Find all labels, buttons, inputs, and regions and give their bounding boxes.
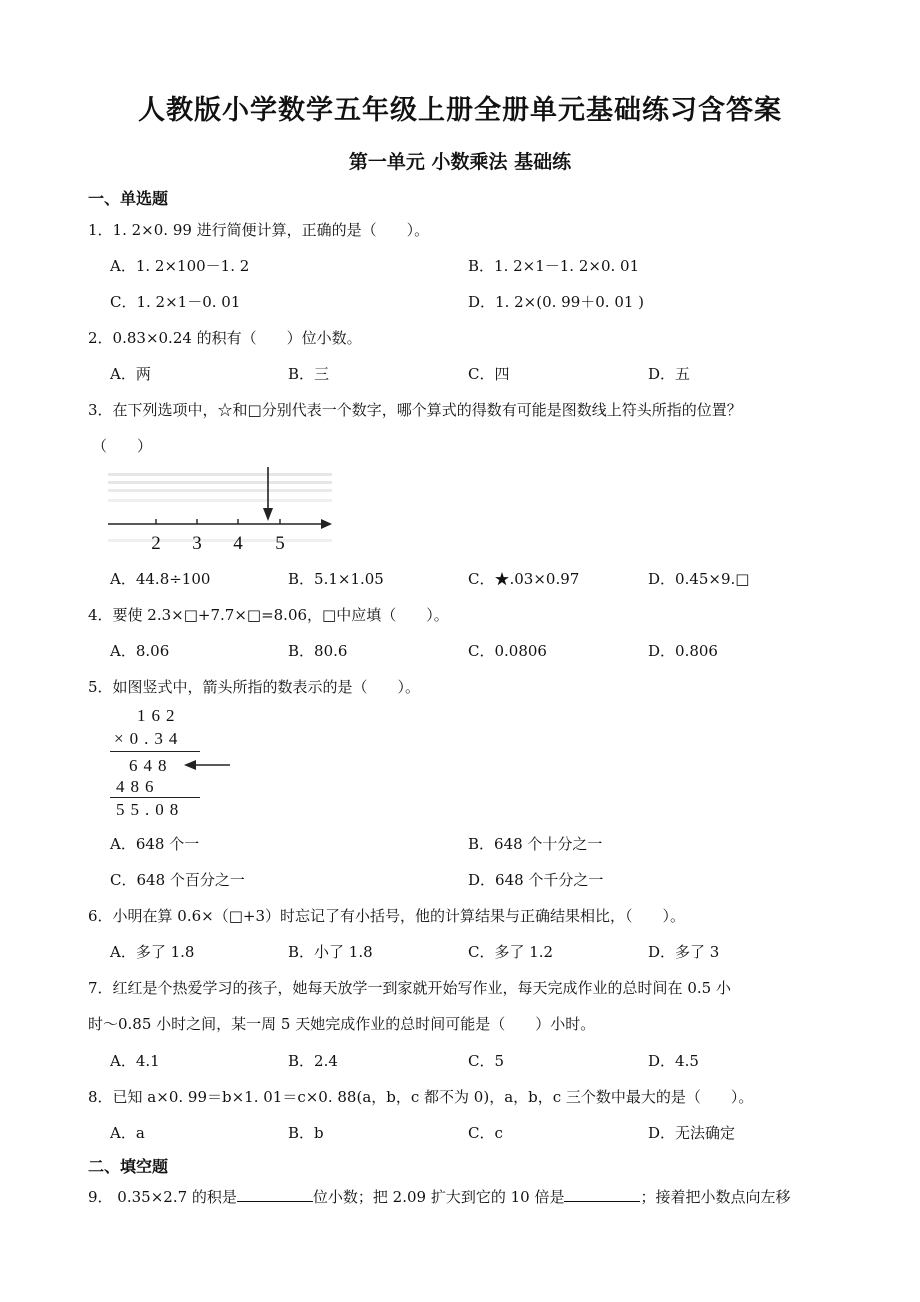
q5-option-c[interactable]: C．648 个百分之一	[110, 871, 245, 889]
question-4: 4．要使 2.3×□+7.7×□=8.06，□中应填（ ）。	[88, 606, 449, 624]
question-6: 6．小明在算 0.6×（□+3）时忘记了有小括号，他的计算结果与正确结果相比，（ ）。	[88, 907, 686, 925]
calc-product: 55.08	[116, 800, 185, 819]
question-3: 3．在下列选项中，☆和□分别代表一个数字，哪个算式的得数有可能是图数线上符头所指的位置？	[88, 401, 742, 419]
q9-blank-2[interactable]	[564, 1187, 640, 1202]
document-title: 人教版小学数学五年级上册全册单元基础练习含答案	[138, 95, 782, 126]
q2-option-a[interactable]: A．两	[110, 365, 151, 383]
calc-partial-product-1: 648	[129, 756, 173, 775]
q7-option-b[interactable]: B．2.4	[288, 1052, 338, 1070]
q3-option-a[interactable]: A．44.8÷100	[110, 570, 211, 588]
calc-line-1	[110, 751, 200, 752]
question-3-paren: （ ）	[92, 437, 153, 455]
q4-option-c[interactable]: C．0.0806	[468, 642, 547, 660]
calc-partial-product-2: 486	[116, 777, 160, 796]
q6-option-c[interactable]: C．多了 1.2	[468, 943, 554, 961]
q5-option-b[interactable]: B．648 个十分之一	[468, 835, 603, 853]
q7-option-c[interactable]: C．5	[468, 1052, 505, 1070]
q4-option-a[interactable]: A．8.06	[110, 642, 170, 660]
calc-multiplicand: 162	[137, 706, 181, 725]
q9-text-b: 位小数；把 2.09 扩大到它的 10 倍是	[312, 1188, 565, 1206]
calc-multiplier: ×0.34	[114, 729, 184, 748]
calc-pointer-arrow-icon	[182, 756, 232, 774]
q4-option-b[interactable]: B．80.6	[288, 642, 348, 660]
question-8: 8．已知 a×0. 99＝b×1. 01＝c×0. 88(a，b，c 都不为 0)，a，b，c 三个数中最大的是（ ）。	[88, 1088, 754, 1106]
question-7: 7．红红是个热爱学习的孩子，她每天放学一到家就开始写作业，每天完成作业的总时间在 0.5 小	[88, 979, 731, 997]
q8-option-b[interactable]: B．b	[288, 1124, 324, 1142]
q9-blank-1[interactable]	[237, 1187, 313, 1202]
question-7-line-2: 时～0.85 小时之间，某一周 5 天她完成作业的总时间可能是（ ）小时。	[88, 1015, 596, 1033]
q8-option-c[interactable]: C．c	[468, 1124, 503, 1142]
q6-option-b[interactable]: B．小了 1.8	[288, 943, 373, 961]
faded-dots	[108, 473, 332, 542]
tick-label-3: 3	[192, 533, 202, 554]
q3-option-c[interactable]: C．★.03×0.97	[468, 570, 580, 588]
q1-option-a[interactable]: A．1. 2×100－1. 2	[110, 257, 250, 275]
q2-option-c[interactable]: C．四	[468, 365, 510, 383]
q5-option-d[interactable]: D．648 个千分之一	[468, 871, 604, 889]
q1-option-d[interactable]: D．1. 2×(0. 99＋0. 01 )	[468, 293, 645, 311]
q7-option-a[interactable]: A．4.1	[110, 1052, 160, 1070]
q1-option-b[interactable]: B．1. 2×1－1. 2×0. 01	[468, 257, 640, 275]
question-2: 2．0.83×0.24 的积有（ ）位小数。	[88, 329, 362, 347]
q3-option-b[interactable]: B．5.1×1.05	[288, 570, 384, 588]
q7-option-d[interactable]: D．4.5	[648, 1052, 699, 1070]
section-fill-blank: 二、填空题	[88, 1157, 169, 1176]
tick-label-2: 2	[151, 533, 161, 554]
q2-option-d[interactable]: D．五	[648, 365, 691, 383]
q8-option-d[interactable]: D．无法确定	[648, 1124, 736, 1142]
section-single-choice: 一、单选题	[88, 189, 169, 208]
calc-line-2	[110, 797, 200, 798]
number-line-figure	[102, 465, 342, 555]
q3-option-d[interactable]: D．0.45×9.□	[648, 570, 750, 588]
tick-label-4: 4	[233, 533, 243, 554]
q5-option-a[interactable]: A．648 个一	[110, 835, 200, 853]
number-line-arrowhead	[321, 519, 332, 529]
q6-option-a[interactable]: A．多了 1.8	[110, 943, 195, 961]
q8-option-a[interactable]: A．a	[110, 1124, 145, 1142]
q4-option-d[interactable]: D．0.806	[648, 642, 718, 660]
q1-option-c[interactable]: C．1. 2×1－0. 01	[110, 293, 241, 311]
pointer-arrow-icon	[263, 508, 273, 521]
tick-label-5: 5	[275, 533, 285, 554]
q9-text-c: ；接着把小数点向左移	[640, 1188, 791, 1206]
question-5: 5．如图竖式中，箭头所指的数表示的是（ ）。	[88, 678, 421, 696]
question-9	[88, 1186, 790, 1207]
q9-text-a: 9． 0.35×2.7 的积是	[88, 1188, 237, 1206]
unit-title: 第一单元 小数乘法 基础练	[348, 151, 572, 173]
q6-option-d[interactable]: D．多了 3	[648, 943, 720, 961]
q2-option-b[interactable]: B．三	[288, 365, 330, 383]
question-1: 1．1. 2×0. 99 进行简便计算，正确的是（ ）。	[88, 221, 430, 239]
